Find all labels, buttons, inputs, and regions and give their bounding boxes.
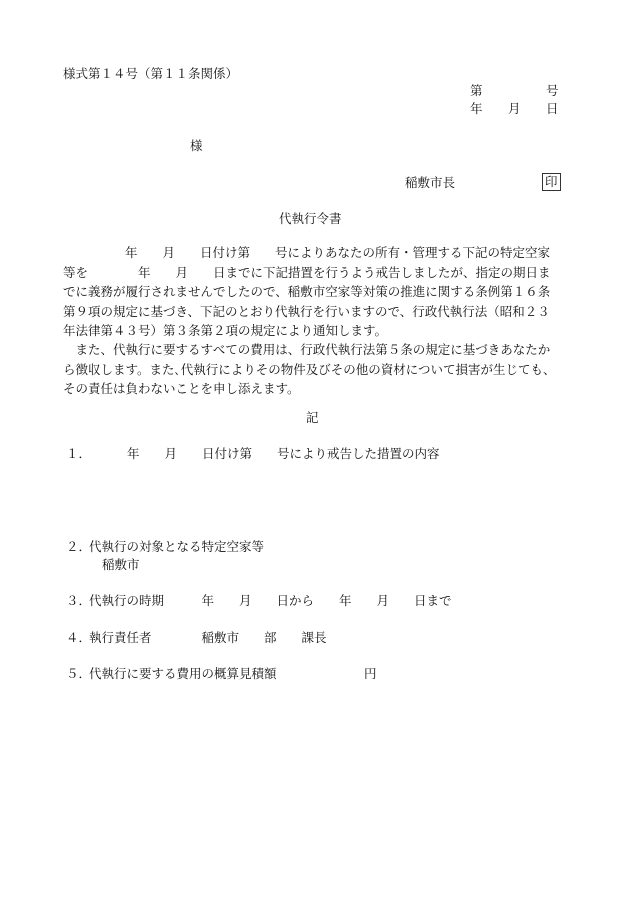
item-1-text: 年 月 日付け第 号により戒告した措置の内容	[127, 446, 440, 461]
seal-label: 印	[542, 173, 561, 191]
sender-name: 稲敷市長	[405, 175, 456, 190]
item-2-number: ２．	[66, 539, 92, 554]
item-2-sub: 稲敷市	[102, 557, 140, 572]
doc-date-month: 月	[508, 101, 521, 116]
body-line: 年法律第４３号）第３条第２項の規定により通知します。	[63, 323, 388, 338]
item-4-number: ４．	[66, 630, 92, 645]
item-5-number: ５．	[66, 666, 92, 681]
body-line: その責任は負わないことを申し添えます。	[63, 381, 300, 396]
item-4-text: 執行責任者 稲敷市 部 課長	[89, 630, 327, 645]
body-paragraph-1	[63, 243, 563, 341]
doc-date-year: 年	[470, 101, 483, 116]
item-3-number: ３．	[66, 593, 92, 608]
document-title: 代執行令書	[279, 211, 342, 226]
body-paragraph-2	[63, 340, 563, 399]
body-line: 等を 年 月 日までに下記措置を行うよう戒告しましたが、指定の期日ま	[63, 264, 551, 280]
form-label: 様式第１４号（第１１条関係）	[63, 66, 239, 81]
item-2-text: 代執行の対象となる特定空家等	[89, 539, 265, 554]
doc-number-prefix: 第	[470, 83, 483, 98]
body-line: 第９項の規定に基づき、下記のとおり代執行を行いますので、行政代執行法（昭和２３	[63, 303, 550, 319]
seal-mark	[542, 173, 561, 191]
body-line: 年 月 日付け第 号によりあなたの所有・管理する下記の特定空家	[125, 245, 551, 260]
body-line: また、代執行に要するすべての費用は、行政代執行法第５条の規定に基づきあなたか	[63, 342, 551, 357]
body-line: ら徴収します。また､代執行によりその物件及びその他の資材について損害が生じても、	[63, 361, 556, 377]
addressee-suffix: 様	[190, 138, 203, 153]
ki-heading: 記	[306, 410, 319, 425]
body-line: でに義務が履行されませんでしたので、稲敷市空家等対策の推進に関する条例第１６条	[63, 284, 551, 299]
doc-date-day: 日	[546, 101, 559, 116]
doc-number-suffix: 号	[546, 83, 559, 98]
item-5-text: 代執行に要する費用の概算見積額 円	[89, 666, 377, 681]
item-1-number: １．	[66, 446, 92, 461]
item-3-text: 代執行の時期 年 月 日から 年 月 日まで	[89, 593, 452, 608]
